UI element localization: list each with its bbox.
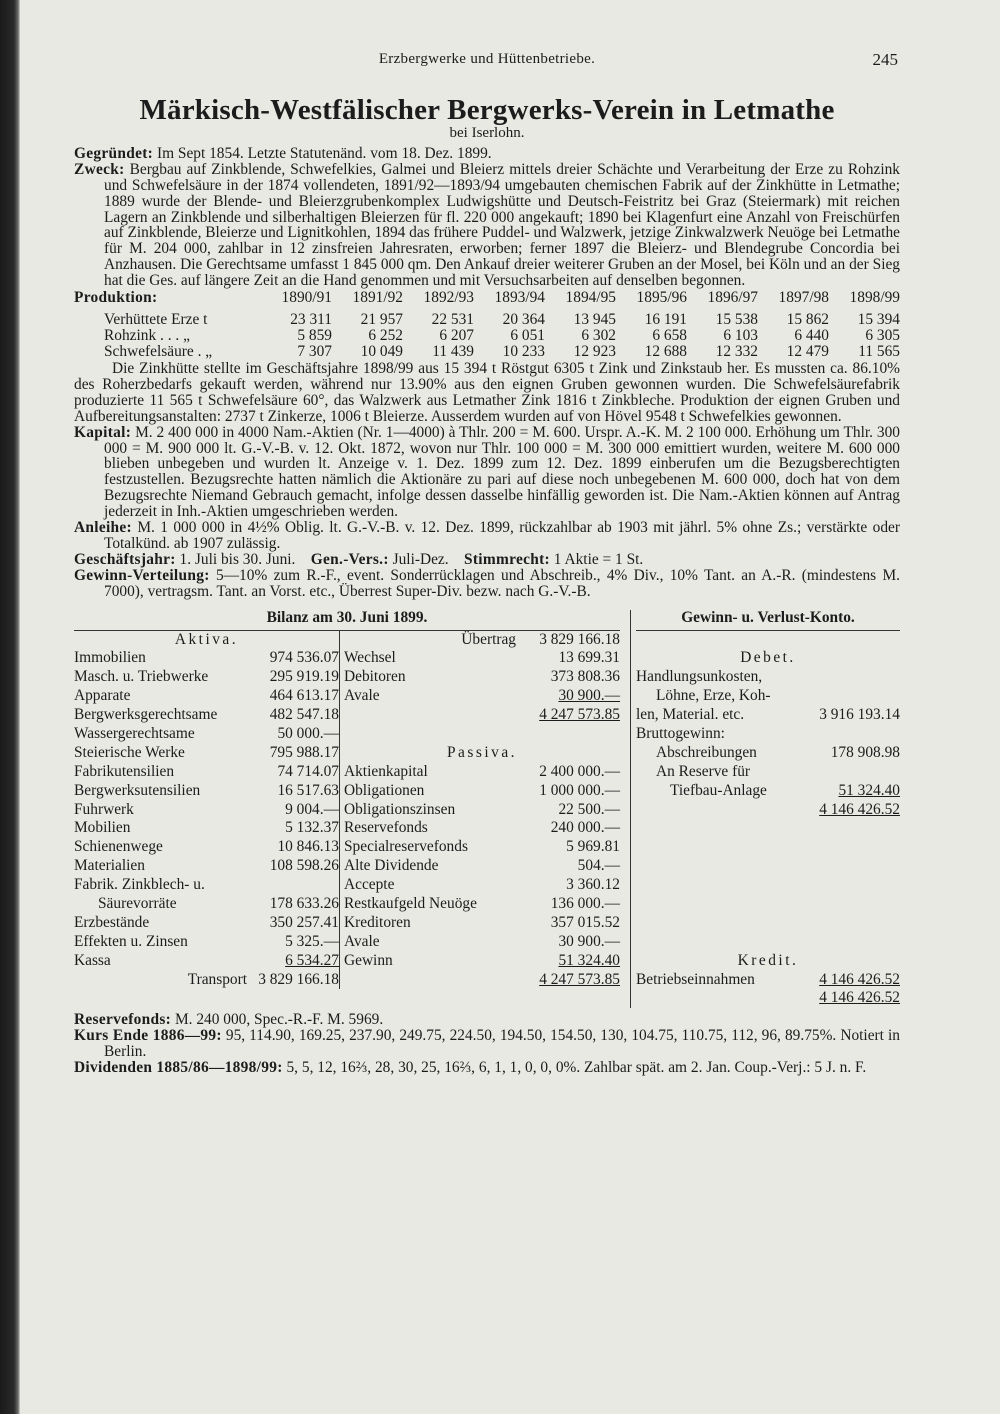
item-name: Mobilien bbox=[74, 819, 131, 837]
list-item bbox=[344, 763, 620, 782]
item-amount: 22 500.— bbox=[558, 800, 620, 818]
list-item bbox=[344, 952, 620, 971]
item-name: Säurevorräte bbox=[98, 895, 177, 913]
list-item bbox=[74, 763, 339, 782]
item-name: Alte Dividende bbox=[344, 857, 439, 875]
list-item bbox=[74, 914, 339, 933]
list-item bbox=[74, 838, 339, 857]
gj-text: 1. Juli bis 30. Juni. bbox=[179, 550, 296, 568]
item-name: Masch. u. Triebwerke bbox=[74, 668, 209, 686]
item-name: Restkaufgeld Neuöge bbox=[344, 895, 477, 913]
table-cell: 16 191 bbox=[644, 311, 687, 329]
transport-label: Transport bbox=[187, 970, 247, 988]
table-cell: 22 531 bbox=[431, 311, 474, 329]
company-title: Märkisch-Westfälischer Bergwerks-Verein in Letmathe bbox=[139, 94, 835, 126]
zweck-text: Bergbau auf Zinkblende, Schwefelkies, Galmei und Bleierz mittels dreier Schächte und Verarbeitung der Erze zu Rohzink und Schwefelsäure in der 1874 vollendeten, 1891/92—1893/94 umgebauten chemischen Fabrik auf der Zinkhütte in Letmathe; 1889 wurde der Blende- und Bleierzgrubenkomplex Ludwigshütte und Deutsch-Feistritz bei Graz (Steiermark) mit reichen Lagern an Zinkblende und silberhaltigen Bleierzen für fl. 220 000 angekauft; 1890 bei Klagenfurt eine Anzahl von Freischürfen auf Zinkblende, Bleierze und Lignitkohlen, 1894 das frühere Puddel- und Walzwerk, jetzige Zinkwalzwerk Neuöge bei Letmathe für M. 204 000, zahlbar in 12 zinsfreien Jahresraten, erworben; ferner 1897 die Bleierz- und Blendegrube Concordia bei Anzhausen. Die Gerechtsame umfasst 1 845 000 qm. Den Ankauf dreier weiterer Gruben an der Mosel, bei Köln und an der Sieg hat die Ges. auf längere Zeit an die Hand genommen und mit Versuchsarbeiten auf denselben begonnen. bbox=[104, 160, 900, 290]
anleihe-text: M. 1 000 000 in 4½% Oblig. lt. G.-V.-B. v. 12. Dez. 1899, rückzahlbar ab 1903 mit jährl. 5% ohne Zs.; verstärkte oder Totalkünd. ab 1907 zulässig. bbox=[104, 519, 900, 552]
list-item bbox=[74, 744, 339, 763]
book-spine-shadow bbox=[0, 0, 20, 1414]
list-item bbox=[344, 914, 620, 933]
section-gewinn-verteilung bbox=[74, 568, 900, 600]
section-anleihe bbox=[74, 520, 900, 552]
item-name: Debitoren bbox=[344, 668, 406, 686]
kurs-text: 95, 114.90, 169.25, 237.90, 249.75, 224.50, 194.50, 154.50, 130, 104.75, 110.75, 112, 96, 89.75%. Notiert in Berlin. bbox=[104, 1027, 900, 1061]
year-header: 1892/93 bbox=[423, 289, 474, 307]
section-geschaeftsjahr bbox=[74, 552, 900, 568]
item-amount: 74 714.07 bbox=[277, 762, 339, 780]
table-cell: 12 479 bbox=[786, 343, 829, 361]
item-name: Fabrik. Zinkblech- u. bbox=[74, 876, 205, 894]
list-item bbox=[344, 819, 620, 838]
table-cell: 6 302 bbox=[581, 327, 616, 345]
table-cell: 23 311 bbox=[290, 311, 332, 329]
item-name: Kassa bbox=[74, 951, 111, 969]
item-name: Schienenwege bbox=[74, 838, 163, 856]
item-name: Gewinn bbox=[344, 951, 393, 969]
item-amount: 9 004.— bbox=[285, 800, 339, 818]
year-header: 1891/92 bbox=[352, 289, 403, 307]
debet-line: Handlungsunkosten, bbox=[636, 668, 763, 686]
debet-amount: 178 908.98 bbox=[830, 743, 900, 761]
item-amount: 357 015.52 bbox=[550, 913, 620, 931]
transport-amount: 3 829 166.18 bbox=[258, 970, 339, 988]
list-item bbox=[74, 649, 339, 668]
item-amount: 16 517.63 bbox=[277, 781, 339, 799]
dividenden-note bbox=[74, 1060, 900, 1076]
table-row bbox=[104, 328, 900, 344]
item-name: Erzbestände bbox=[74, 913, 150, 931]
debet-amount: 3 916 193.14 bbox=[819, 706, 900, 724]
item-amount: 2 400 000.— bbox=[539, 762, 620, 780]
table-row bbox=[104, 312, 900, 328]
item-amount: 178 633.26 bbox=[269, 895, 339, 913]
item-amount: 974 536.07 bbox=[269, 649, 339, 667]
list-item bbox=[344, 857, 620, 876]
item-amount: 373 808.36 bbox=[550, 668, 620, 686]
row-name: Schwefelsäure . „ bbox=[104, 343, 213, 361]
table-cell: 15 394 bbox=[857, 311, 900, 329]
item-amount: 5 132.37 bbox=[285, 819, 339, 837]
running-title: Erzbergwerke und Hüttenbetriebe. bbox=[378, 51, 596, 67]
passiva-column bbox=[340, 631, 620, 990]
footer-notes bbox=[74, 1012, 900, 1076]
stimm-label: Stimmrecht: bbox=[464, 550, 550, 568]
uebertrag-label: Übertrag bbox=[461, 630, 516, 648]
item-name: Obligationszinsen bbox=[344, 800, 456, 818]
item-name: Fabrikutensilien bbox=[74, 762, 175, 780]
table-cell: 15 538 bbox=[715, 311, 758, 329]
list-item bbox=[74, 725, 339, 744]
item-amount: 5 325.— bbox=[285, 932, 339, 950]
kredit-total: 4 146 426.52 bbox=[819, 989, 900, 1007]
debet-amount: 51 324.40 bbox=[838, 781, 900, 799]
item-name: Kreditoren bbox=[344, 913, 411, 931]
gj-label: Geschäftsjahr: bbox=[74, 550, 176, 568]
zinkhuette-paragraph: Die Zinkhütte stellte im Geschäftsjahre 1898/99 aus 15 394 t Röstgut 6305 t Zink und Zinkstaub her. Es mussten ca. 86.10% des Roherzbedarfs gekauft werden, während nur 13.90% aus den eignen Gruben gewonnen wurden. Die Schwefelsäurefabrik produzierte 11 565 t Schwefelsäure 60°, das Walzwerk aus Letmather Zink 1816 t Zinkbleche. Produktion der eignen Gruben und Aufbereitungsanstalten: 2737 t Zinkerze, 1006 t Bleierze. Ausserdem wurden auf von Hövel 9548 t Schwefelkies gewonnen. bbox=[74, 359, 900, 425]
list-item bbox=[344, 801, 620, 820]
item-name: Specialreservefonds bbox=[344, 838, 468, 856]
kapital-label: Kapital: bbox=[74, 423, 132, 441]
year-header: 1895/96 bbox=[636, 289, 687, 307]
list-item bbox=[74, 706, 339, 725]
table-cell: 15 862 bbox=[786, 311, 829, 329]
guv-title: Gewinn- u. Verlust-Konto. bbox=[636, 610, 900, 631]
table-cell: 12 923 bbox=[573, 343, 616, 361]
item-amount: 30 900.— bbox=[558, 932, 620, 950]
table-cell: 12 688 bbox=[644, 343, 687, 361]
item-amount: 30 900.— bbox=[558, 687, 620, 705]
uebertrag-row bbox=[344, 631, 620, 650]
list-item bbox=[74, 952, 339, 971]
year-header: 1893/94 bbox=[494, 289, 545, 307]
table-cell: 11 439 bbox=[432, 343, 474, 361]
gewinn-label: Gewinn-Verteilung: bbox=[74, 566, 210, 584]
gewinn-text: 5—10% zum R.-F., event. Sonderrücklagen und Abschreib., 4% Div., 10% Tant. an A.-R. (mindestens M. 7000), vertragsm. Tant. an Vorst. etc., Überrest Super-Div. bezw. nach G.-V.-B. bbox=[104, 566, 900, 600]
item-name: Wassergerechtsame bbox=[74, 725, 195, 743]
list-item bbox=[344, 687, 620, 706]
item-amount: 3 360.12 bbox=[566, 876, 620, 894]
table-cell: 6 440 bbox=[794, 327, 829, 345]
uebertrag-amount: 3 829 166.18 bbox=[539, 630, 620, 648]
table-cell: 13 945 bbox=[573, 311, 616, 329]
aktiva-column bbox=[74, 631, 340, 990]
debet-line: len, Material. etc. bbox=[636, 706, 745, 724]
kurs-label: Kurs Ende 1886—99: bbox=[74, 1027, 222, 1045]
anleihe-label: Anleihe: bbox=[74, 519, 132, 537]
running-header bbox=[74, 52, 900, 74]
passiva-total-row bbox=[344, 971, 620, 990]
list-item bbox=[74, 819, 339, 838]
year-header: 1898/99 bbox=[849, 289, 900, 307]
list-item bbox=[74, 876, 339, 895]
item-amount bbox=[251, 876, 339, 895]
row-name: Verhüttete Erze t bbox=[104, 311, 208, 329]
item-name: Reservefonds bbox=[344, 819, 428, 837]
list-item bbox=[74, 857, 339, 876]
debet-heading: Debet. bbox=[740, 649, 796, 667]
item-name: Avale bbox=[344, 932, 380, 950]
item-amount: 1 000 000.— bbox=[539, 781, 620, 799]
bilanz-title: Bilanz am 30. Juni 1899. bbox=[74, 610, 620, 631]
year-header: 1896/97 bbox=[707, 289, 758, 307]
aktiva-heading: Aktiva. bbox=[174, 630, 239, 648]
item-name: Aktienkapital bbox=[344, 762, 428, 780]
page-number: 245 bbox=[872, 50, 898, 69]
item-amount: 50 000.— bbox=[277, 725, 339, 743]
item-name: Accepte bbox=[344, 876, 395, 894]
item-name: Bergwerksgerechtsame bbox=[74, 706, 218, 724]
balance-section bbox=[74, 610, 900, 1009]
kredit-line: Betriebseinnahmen bbox=[636, 970, 755, 988]
gv-text: Juli-Dez. bbox=[392, 550, 449, 568]
table-cell: 6 103 bbox=[723, 327, 758, 345]
item-amount: 350 257.41 bbox=[269, 913, 339, 931]
list-item bbox=[344, 933, 620, 952]
production-header bbox=[74, 290, 900, 306]
debet-line: Löhne, Erze, Koh- bbox=[656, 687, 771, 705]
item-name: Effekten u. Zinsen bbox=[74, 932, 188, 950]
item-amount: 5 969.81 bbox=[566, 838, 620, 856]
gv-label: Gen.-Vers.: bbox=[310, 550, 389, 568]
list-item bbox=[344, 782, 620, 801]
row-name: Rohzink . . . „ bbox=[104, 327, 190, 345]
item-name: Fuhrwerk bbox=[74, 800, 134, 818]
gegruendet-label: Gegründet: bbox=[74, 144, 154, 162]
list-item bbox=[344, 895, 620, 914]
item-name: Materialien bbox=[74, 857, 145, 875]
list-item bbox=[74, 668, 339, 687]
reserve-text: M. 240 000, Spec.-R.-F. M. 5969. bbox=[174, 1011, 384, 1029]
kurs-note bbox=[74, 1028, 900, 1060]
table-cell: 6 252 bbox=[368, 327, 403, 345]
table-cell: 10 233 bbox=[502, 343, 545, 361]
list-item bbox=[74, 895, 339, 914]
debet-line: Bruttogewinn: bbox=[636, 725, 725, 743]
table-cell: 11 565 bbox=[858, 343, 900, 361]
item-name: Wechsel bbox=[344, 649, 396, 667]
table-cell: 6 305 bbox=[865, 327, 900, 345]
kapital-text: M. 2 400 000 in 4000 Nam.-Aktien (Nr. 1—4000) à Thlr. 200 = M. 600. Urspr. A.-K. M. 2 100 000. Erhöhung um Thlr. 300 000 = M. 900 000 lt. G.-V.-B. v. 12. Okt. 1872, wovon nur Thlr. 100 000 = M. 300 000 emittiert wurden, weitere M. 600 000 blieben unbegeben und wurden lt. Anzeige v. 1. Dez. 1899 zum 12. Dez. 1899 einberufen um die Bezugsberechtigten festzustellen. Bezugsrechte hatten nämlich die Aktionäre zu pari auf diese noch unbegebenen M. 600 000, doch hat von dem Bezugsrechte Niemand Gebrauch gemacht, infolge dessen dasselbe hinfällig geworden ist. Die Nam.-Aktien können auf Antrag jederzeit in Inh.-Aktien umgeschrieben werden. bbox=[104, 423, 900, 521]
transport-row bbox=[74, 971, 339, 990]
aktiva-total: 4 247 573.85 bbox=[539, 706, 620, 724]
table-cell: 12 332 bbox=[715, 343, 758, 361]
list-item bbox=[74, 782, 339, 801]
debet-total: 4 146 426.52 bbox=[819, 800, 900, 818]
item-amount: 504.— bbox=[577, 857, 620, 875]
list-item bbox=[344, 668, 620, 687]
kredit-heading: Kredit. bbox=[737, 951, 799, 969]
production-table bbox=[104, 312, 900, 360]
list-item bbox=[74, 801, 339, 820]
gegruendet-text: Im Sept 1854. Letzte Statutenänd. vom 18. Dez. 1899. bbox=[156, 144, 492, 162]
reservefonds-note bbox=[74, 1012, 900, 1028]
table-cell: 5 859 bbox=[297, 327, 332, 345]
table-cell: 6 658 bbox=[652, 327, 687, 345]
zweck-label: Zweck: bbox=[74, 160, 125, 178]
list-item bbox=[344, 838, 620, 857]
item-amount: 295 919.19 bbox=[269, 668, 339, 686]
item-amount: 464 613.17 bbox=[269, 687, 339, 705]
item-amount: 240 000.— bbox=[550, 819, 620, 837]
item-amount: 482 547.18 bbox=[269, 706, 339, 724]
debet-line: Tiefbau-Anlage bbox=[670, 781, 767, 799]
section-kapital bbox=[74, 425, 900, 520]
year-header: 1894/95 bbox=[565, 289, 616, 307]
page bbox=[74, 52, 900, 1076]
table-cell: 6 051 bbox=[510, 327, 545, 345]
kredit-amount: 4 146 426.52 bbox=[819, 970, 900, 988]
list-item bbox=[344, 876, 620, 895]
debet-line: Abschreibungen bbox=[656, 743, 757, 761]
debet-line: An Reserve für bbox=[656, 762, 751, 780]
item-name: Apparate bbox=[74, 687, 131, 705]
year-header: 1897/98 bbox=[778, 289, 829, 307]
list-item bbox=[74, 687, 339, 706]
year-header: 1890/91 bbox=[281, 289, 332, 307]
item-name: Avale bbox=[344, 687, 380, 705]
passiva-heading: Passiva. bbox=[446, 743, 518, 761]
table-cell: 10 049 bbox=[360, 343, 403, 361]
aktiva-total-row bbox=[344, 706, 620, 725]
table-cell: 20 364 bbox=[502, 311, 545, 329]
item-name: Steierische Werke bbox=[74, 743, 185, 761]
passiva-total: 4 247 573.85 bbox=[539, 970, 620, 988]
section-gegruendet bbox=[74, 146, 900, 162]
item-amount: 13 699.31 bbox=[558, 649, 620, 667]
table-cell: 6 207 bbox=[439, 327, 474, 345]
company-subtitle: bei Iserlohn. bbox=[449, 125, 525, 141]
table-cell: 7 307 bbox=[297, 343, 332, 361]
item-amount: 108 598.26 bbox=[269, 857, 339, 875]
div-text: 5, 5, 12, 16⅔, 28, 30, 25, 16⅔, 6, 1, 1, 0, 0, 0%. Zahlbar spät. am 2. Jan. Coup.-Verj.: 5 J. n. F. bbox=[286, 1059, 867, 1077]
item-amount: 795 988.17 bbox=[269, 743, 339, 761]
item-name: Immobilien bbox=[74, 649, 146, 667]
item-amount: 10 846.13 bbox=[277, 838, 339, 856]
bilanz bbox=[74, 610, 620, 1009]
reserve-label: Reservefonds: bbox=[74, 1011, 172, 1029]
item-name: Obligationen bbox=[344, 781, 425, 799]
item-amount: 6 534.27 bbox=[285, 951, 339, 969]
item-amount: 136 000.— bbox=[550, 895, 620, 913]
stimm-text: 1 Aktie = 1 St. bbox=[553, 550, 644, 568]
list-item bbox=[74, 933, 339, 952]
item-amount: 51 324.40 bbox=[558, 951, 620, 969]
list-item bbox=[344, 649, 620, 668]
table-row bbox=[104, 344, 900, 360]
gewinn-verlust-konto bbox=[630, 610, 900, 1009]
produktion-label: Produktion: bbox=[74, 289, 158, 307]
section-zweck bbox=[74, 162, 900, 289]
table-cell: 21 957 bbox=[360, 311, 403, 329]
div-label: Dividenden 1885/86—1898/99: bbox=[74, 1059, 283, 1077]
item-name: Bergwerksutensilien bbox=[74, 781, 201, 799]
